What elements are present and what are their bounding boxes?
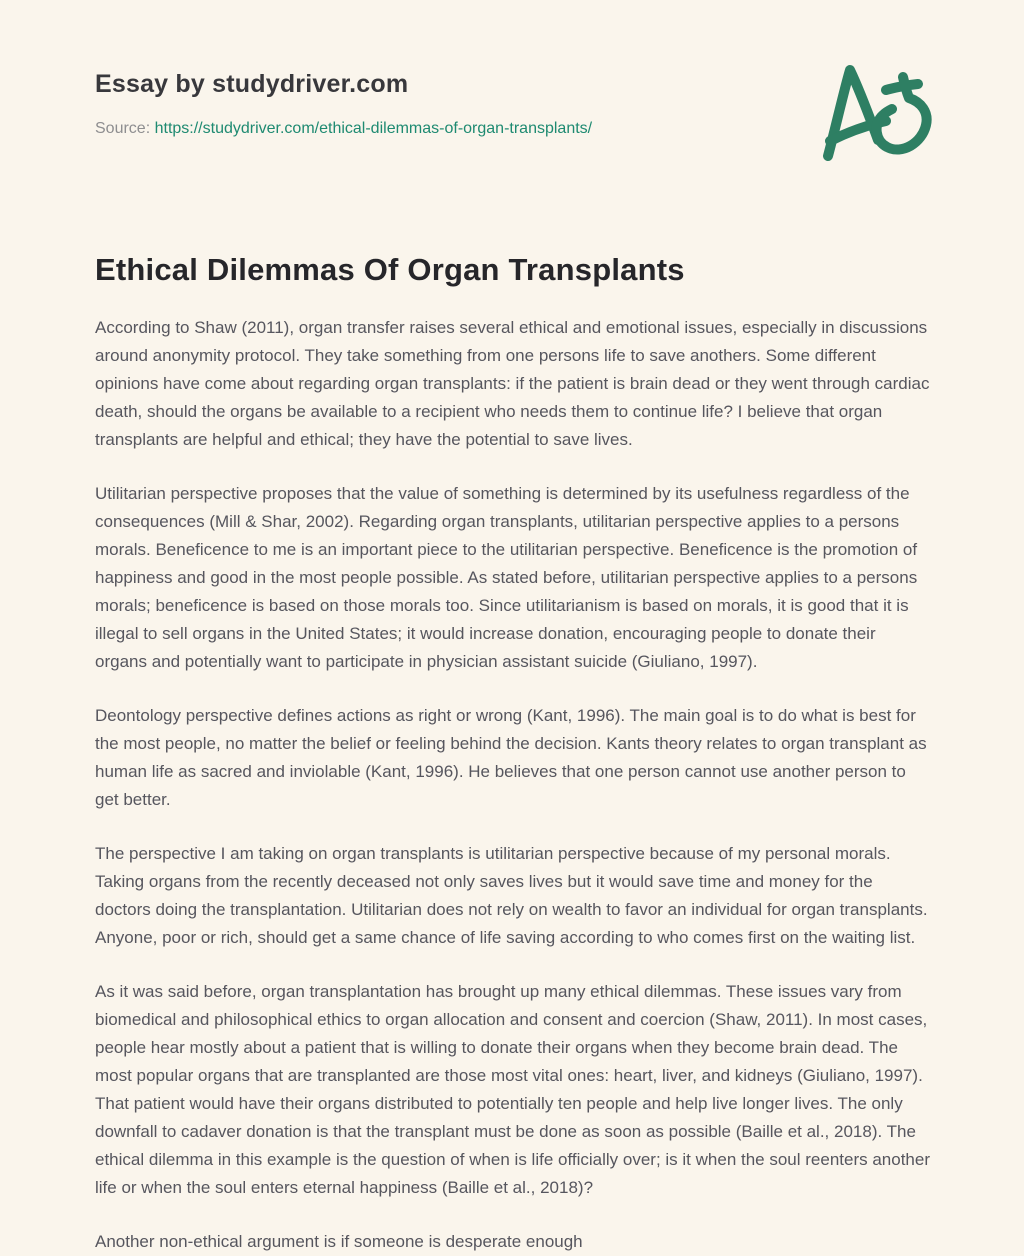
studydriver-logo xyxy=(818,52,953,172)
essay-paragraph: Utilitarian perspective proposes that the value of something is determined by its usefulness regardless of the consequences (Mill & Shar, 2002). Regarding organ transplants, utilitarian perspective applies to a persons morals. Beneficence to me is an important piece to the utilitarian perspective. Beneficence is the promotion of happiness and good in the most people possible. As stated before, utilitarian perspective applies to a persons morals; beneficence is based on those morals too. Since utilitarianism is based on morals, it is good that it is illegal to sell organs in the United States; it would increase donation, encouraging people to donate their organs and potentially want to participate in physician assistant suicide (Giuliano, 1997). xyxy=(95,484,918,671)
page-header xyxy=(95,70,932,138)
essay-paragraph: According to Shaw (2011), organ transfer raises several ethical and emotional issues, especially in discussions around anonymity protocol. They take something from one persons life to save anothers. Some different opinions have come about regarding organ transplants: if the patient is brain dead or they went through cardiac death, should the organs be available to a recipient who needs them to continue life? I believe that organ transplants are helpful and ethical; they have the potential to save lives. xyxy=(95,318,930,449)
essay-body xyxy=(95,314,932,1256)
essay-paragraph: As it was said before, organ transplantation has brought up many ethical dilemmas. These issues vary from biomedical and philosophical ethics to organ allocation and consent and coercion (Shaw, 2011). In most cases, people hear mostly about a patient that is willing to donate their organs when they become brain dead. The most popular organs that are transplanted are those most vital ones: heart, liver, and kidneys (Giuliano, 1997). That patient would have their organs distributed to potentially ten people and help live longer lives. The only downfall to cadaver donation is that the transplant must be done as soon as possible (Baille et al., 2018). The ethical dilemma in this example is the question of when is life officially over; is it when the soul reenters another life or when the soul enters eternal happiness (Baille et al., 2018)? xyxy=(95,982,931,1197)
source-link[interactable]: https://studydriver.com/ethical-dilemmas-of-organ-transplants/ xyxy=(154,120,593,137)
essay-paragraph: Deontology perspective defines actions as right or wrong (Kant, 1996). The main goal is to do what is best for the most people, no matter the belief or feeling behind the decision. Kants theory relates to organ transplant as human life as sacred and inviolable (Kant, 1996). He believes that one person cannot use another person to get better. xyxy=(95,706,927,809)
essay-paragraph: Another non-ethical argument is if someone is desperate enough xyxy=(95,1232,583,1251)
a-plus-icon xyxy=(818,52,953,172)
essay-paragraph: The perspective I am taking on organ transplants is utilitarian perspective because of my personal morals. Taking organs from the recently deceased not only saves lives but it would save time and money for the doctors doing the transplantation. Utilitarian does not rely on wealth to favor an individual for organ transplants. Anyone, poor or rich, should get a same chance of life saving according to who comes first on the waiting list. xyxy=(95,844,928,947)
header-title: Essay by studydriver.com xyxy=(95,70,409,98)
essay-title: Ethical Dilemmas Of Organ Transplants xyxy=(95,252,685,287)
source-label: Source: xyxy=(95,120,151,137)
source-line xyxy=(95,120,932,138)
